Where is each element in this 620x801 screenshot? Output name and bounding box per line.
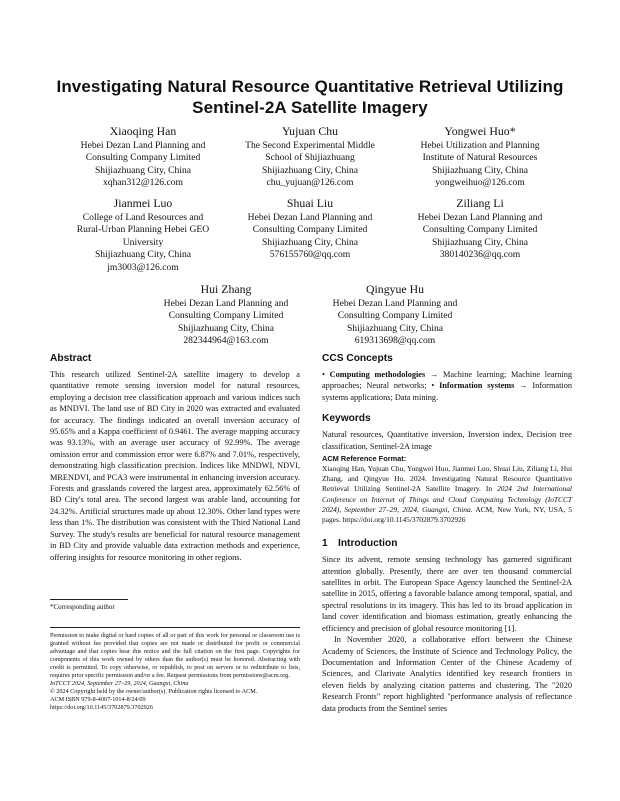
author-affiliation: Consulting Company Limited (337, 310, 453, 322)
abstract-text: This research utilized Sentinel-2A satellite imagery to develop a quantitative remote sensing inversion model for natural resources, employing a decision tree classification approach and various indices such as MNDVI. The land use of BD City in 2020 was extracted and evaluated for accuracy. The findings indicated an overall inversion accuracy of 95.65% and a Kappa coefficient of 0.9461. The average mapping accuracy was 93.13%, with an average user accuracy of 92.99%. The average omission error and commission error were 6.87% and 7.01%, respectively, demonstrating high classification precision. Indices like MNDWI, NDVI, MRENDVI, and PCA3 were instrumental in enhancing inversion accuracy. Forests and grasslands covered the largest area, approximately 62.56% of BD City's total area. The second largest was arable land, accounting for 24.32%. Artificial structures made up about 12.30%. Other land types were less than 1%. The distribution was consistent with the Third National Land Survey. The study's results are beneficial for natural resource management in BD City and provide valuable data extraction methods and experience, offering insights for resource monitoring in other regions. (50, 370, 300, 562)
author-affiliation: Hebei Dezan Land Planning and (332, 298, 458, 309)
author-block (400, 196, 560, 262)
author-block (230, 196, 390, 262)
title-line-1: Investigating Natural Resource Quantitative Retrieval Utilizing (56, 77, 564, 96)
author-name: Xiaoqing Han (109, 124, 177, 138)
author-name: Hui Zhang (200, 282, 252, 296)
doi-link[interactable]: https://doi.org/10.1145/3702879.3702926 (50, 704, 153, 712)
reference-format-text: Xiaoqing Han, Yujuan Chu, Yongwei Huo, Jianmei Luo, Shuai Liu, Ziliang Li, Hui Zhang, and Qingyue Hu. 2024. Investigating Natural Resource Quantitative Retrieval Utilizing Sentinel-2A Satellite Imagery. In 2024 2nd International Conference on Internet of Things and Cloud Computing Technology (IoTCCT 2024), September 27–29, 2024, Guangxi, China. ACM, New York, NY, USA, 5 pages. https://doi.org/10.1145/3702879.3702926 (322, 464, 572, 525)
author-location: Shijiazhuang City, China (431, 164, 529, 176)
right-column (322, 352, 572, 714)
author-email: 619313698@qq.com (354, 335, 436, 347)
author-affiliation: Rural-Urban Planning Hebei GEO (76, 224, 210, 236)
author-location: Shijiazhuang City, China (94, 164, 192, 176)
author-affiliation: Hebei Dezan Land Planning and (417, 212, 543, 223)
author-affiliation: Hebei Utilization and Planning (420, 140, 540, 151)
author-affiliation: Hebei Dezan Land Planning and (247, 212, 373, 223)
author-affiliation: Consulting Company Limited (85, 152, 201, 164)
author-affiliation: The Second Experimental Middle (245, 140, 375, 151)
author-block (63, 124, 223, 190)
footnote-rule (50, 599, 128, 600)
permission-text: Permission to make digital or hard copies of all or part of this work for personal or classroom use is granted without fee provided that copies are not made or distributed for profit or commercial advantage and that copies bear this notice and the full citation on the first page. Copyrights for components of this work owned by others than the author(s) must be honored. Abstracting with credit is permitted. To copy otherwise, or republish, to post on servers or to redistribute to lists, requires prior specific permission and/or a fee. Request permissions from permissions@acm.org. (50, 632, 300, 680)
corresponding-author-footnote: *Corresponding author (50, 603, 115, 611)
author-block (146, 282, 306, 348)
title-line-2: Sentinel-2A Satellite Imagery (192, 98, 428, 117)
author-block (63, 196, 223, 274)
author-name: Ziliang Li (456, 196, 504, 210)
author-email: jm3003@126.com (107, 261, 179, 273)
author-affiliation: College of Land Resources and (82, 212, 204, 223)
author-affiliation: Consulting Company Limited (422, 224, 538, 236)
author-location: Shijiazhuang City, China (346, 322, 444, 334)
left-column (50, 352, 300, 563)
copyright-line: © 2024 Copyright held by the owner/author(s). Publication rights licensed to ACM. (50, 688, 258, 696)
author-location: Shijiazhuang City, China (94, 249, 192, 261)
author-name: Yongwei Huo* (444, 124, 516, 138)
author-affiliation: University (122, 236, 164, 248)
author-block (400, 124, 560, 190)
author-email: 576155760@qq.com (269, 249, 351, 261)
author-location: Shijiazhuang City, China (177, 322, 275, 334)
author-affiliation: Hebei Dezan Land Planning and (80, 140, 206, 151)
permission-rule (50, 627, 300, 628)
author-email: xqhan312@126.com (103, 177, 183, 189)
author-email: chu_yujuan@126.com (266, 177, 354, 189)
ccs-heading: CCS Concepts (322, 353, 393, 364)
paper-title (30, 76, 590, 118)
author-block (230, 124, 390, 190)
author-affiliation: Institute of Natural Resources (422, 152, 538, 164)
author-affiliation: Consulting Company Limited (168, 310, 284, 322)
author-affiliation: School of Shijiazhuang (265, 152, 355, 164)
author-block (315, 282, 475, 348)
keywords-text: Natural resources, Quantitative inversion, Inversion index, Decision tree classification, Sentinel-2A image (322, 430, 572, 451)
ccs-concepts: • Computing methodologies → Machine learning; Machine learning approaches; Neural networks; • Information systems → Information systems applications; Data mining. (322, 370, 572, 402)
author-location: Shijiazhuang City, China (261, 164, 359, 176)
conference-line: IoTCCT 2024, September 27–29, 2024, Guangxi, China (50, 680, 189, 688)
author-email: 282344964@163.com (183, 335, 269, 347)
author-email: yongweihuo@126.com (435, 177, 525, 189)
isbn-line: ACM ISBN 979-8-4007-1014-8/24/09 (50, 696, 146, 704)
permission-block (50, 632, 300, 712)
author-name: Yujuan Chu (281, 124, 339, 138)
author-name: Qingyue Hu (366, 282, 424, 296)
author-affiliation: Hebei Dezan Land Planning and (163, 298, 289, 309)
author-name: Jianmei Luo (113, 196, 173, 210)
abstract-heading: Abstract (50, 353, 92, 364)
keywords-heading: Keywords (322, 413, 371, 425)
introduction-paragraph-1: Since its advent, remote sensing technology has garnered significant attention globally. Presently, there are over ten thousand commercial satellites in orbit. The European Space Agency launched the Sentinel-2A satellite in 2015, offering a favorable balance among temporal, spatial, and spectral resolutions in its imagery. This has led to its broad application in land cover identification and biomass estimation, greatly enhancing the efficiency and precision of global resource monitoring [1]. (322, 555, 572, 633)
author-affiliation: Consulting Company Limited (252, 224, 368, 236)
introduction-heading: 1 Introduction (322, 538, 398, 550)
author-name: Shuai Liu (286, 196, 334, 210)
author-email: 380140236@qq.com (439, 249, 521, 261)
author-location: Shijiazhuang City, China (261, 236, 359, 248)
author-location: Shijiazhuang City, China (431, 236, 529, 248)
reference-format-heading: ACM Reference Format: (322, 454, 407, 464)
introduction-paragraph-2: In November 2020, a collaborative effort between the Chinese Academy of Sciences, the Institute of Science and Technology Policy, the Documentation and Information Center of the Chinese Academy of Sciences, and Clarivate Analytics identified key research frontiers in eleven fields by analyzing citation patterns and clustering. The "2020 Research Fronts" report highlighted "performance analysis of reflectance data products from the Sentinel series (322, 635, 572, 713)
